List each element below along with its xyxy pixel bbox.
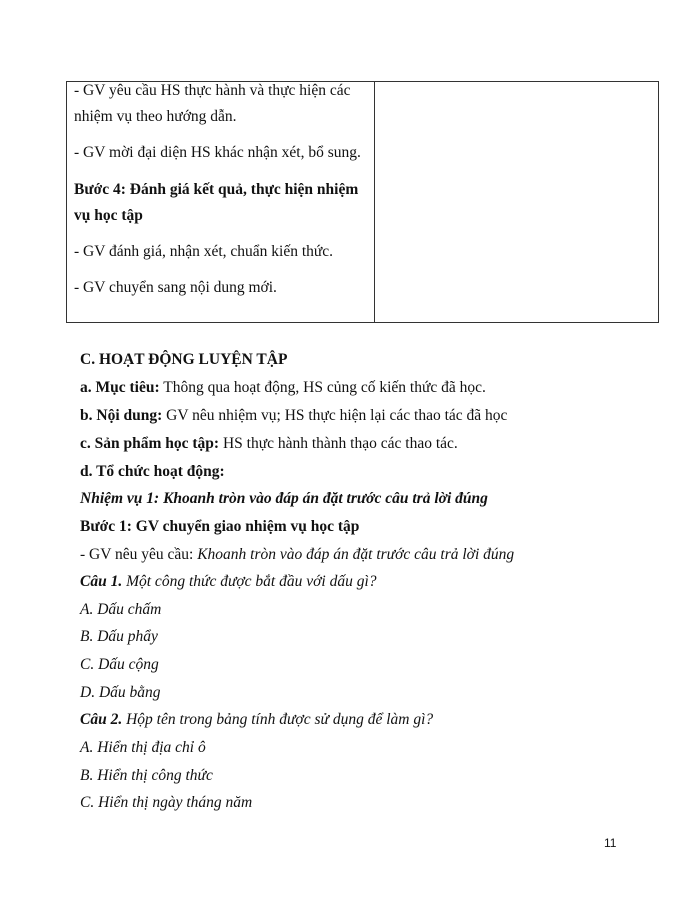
table-line: - GV chuyển sang nội dung mới. (74, 279, 277, 296)
option: B. Hiển thị công thức (80, 767, 213, 784)
noi-dung: b. Nội dung: GV nêu nhiệm vụ; HS thực hiện lại các thao tác đã học (80, 407, 508, 424)
option: C. Dấu cộng (80, 656, 159, 673)
page-number: 11 (604, 836, 617, 850)
option: A. Hiển thị địa chỉ ô (80, 739, 206, 756)
table-step-heading-cont: vụ học tập (74, 207, 143, 224)
gv-neu: - GV nêu yêu cầu: Khoanh tròn vào đáp án đặt trước câu trả lời đúng (80, 546, 515, 563)
question-2: Câu 2. Hộp tên trong bảng tính được sử dụng để làm gì? (80, 711, 434, 728)
option: B. Dấu phẩy (80, 628, 158, 645)
to-chuc: d. Tổ chức hoạt động: (80, 463, 225, 480)
table-line: - GV yêu cầu HS thực hành và thực hiện các (74, 82, 351, 99)
table-step-heading: Bước 4: Đánh giá kết quả, thực hiện nhiệm (74, 181, 359, 198)
muc-tieu: a. Mục tiêu: Thông qua hoạt động, HS củng cố kiến thức đã học. (80, 379, 486, 396)
table-line: - GV mời đại diện HS khác nhận xét, bổ sung. (74, 144, 361, 161)
option: D. Dấu bằng (80, 684, 161, 701)
activity-table (66, 81, 659, 323)
table-line: - GV đánh giá, nhận xét, chuẩn kiến thức. (74, 243, 334, 260)
table-line: nhiệm vụ theo hướng dẫn. (74, 108, 237, 125)
option: A. Dấu chấm (80, 601, 162, 618)
table-left-cell (67, 82, 375, 322)
question-1: Câu 1. Một công thức được bắt đầu với dấu gì? (80, 573, 377, 590)
table-right-cell (375, 82, 658, 322)
buoc-1: Bước 1: GV chuyển giao nhiệm vụ học tập (80, 518, 360, 535)
section-heading: C. HOẠT ĐỘNG LUYỆN TẬP (80, 351, 288, 368)
nhiem-vu: Nhiệm vụ 1: Khoanh tròn vào đáp án đặt trước câu trả lời đúng (80, 490, 488, 507)
option: C. Hiển thị ngày tháng năm (80, 794, 253, 811)
san-pham: c. Sản phẩm học tập: HS thực hành thành thạo các thao tác. (80, 435, 458, 452)
